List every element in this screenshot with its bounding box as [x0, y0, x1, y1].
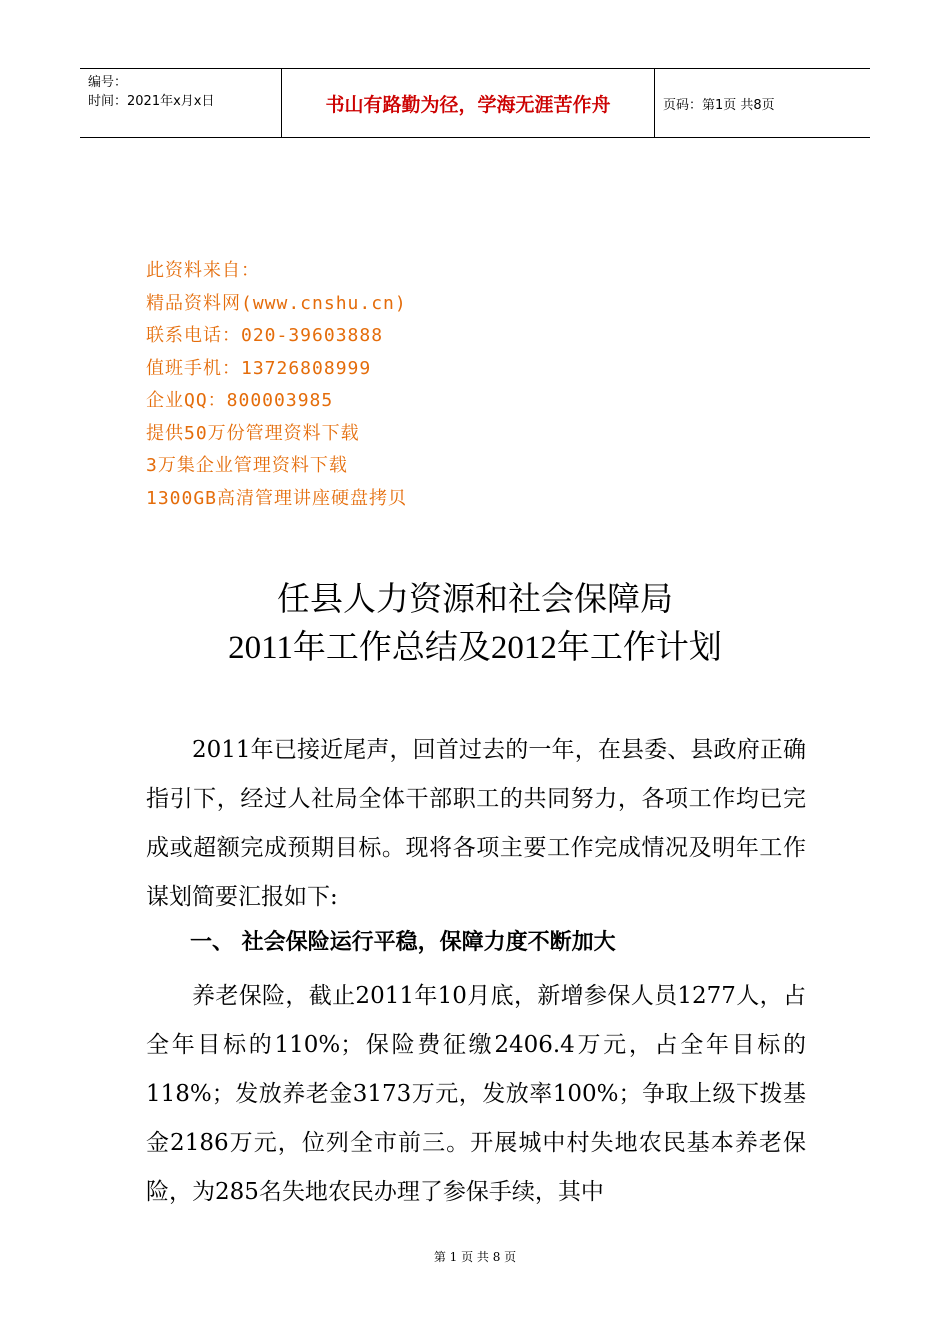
number-label: 编号： — [88, 75, 128, 90]
section-heading: 一、 社会保险运行平稳，保障力度不断加大 — [190, 930, 616, 955]
source-line: 1300GB高清管理讲座硬盘拷贝 — [146, 487, 408, 509]
header-motto: 书山有路勤为径，学海无涯苦作舟 — [282, 69, 655, 137]
source-line: 提供50万份管理资料下载 — [146, 422, 360, 444]
source-line: 企业QQ：800003985 — [146, 390, 334, 411]
source-line: 值班手机：13726808999 — [146, 357, 372, 379]
document-subtitle: 2011年工作总结及2012年工作计划 — [228, 630, 722, 666]
section-paragraph: 养老保险，截止2011年10月底，新增参保人员1277人，占全年目标的110%；保险费征缴2406.4万元，占全年目标的118%；发放养老金3173万元，发放率100%；争取上级下拨基金2186万元，位列全市前三。开展城中村失地农民基本养老保险，为285名失地农民办理了参保手续，其中 — [146, 983, 806, 1205]
header-meta — [80, 69, 282, 137]
page-header — [80, 68, 870, 138]
source-line: 联系电话：020-39603888 — [146, 325, 384, 346]
document-title: 任县人力资源和社会保障局 — [277, 582, 673, 618]
header-page-info: 页码：第1页 共8页 — [663, 97, 775, 113]
source-line: 精品资料网(www.cnshu.cn) — [146, 292, 407, 314]
time-label: 时间：2021年x月x日 — [88, 94, 215, 109]
source-info-block — [146, 255, 407, 515]
source-line: 此资料来自： — [146, 260, 260, 281]
page-footer: 第 1 页 共 8 页 — [433, 1250, 517, 1264]
intro-paragraph: 2011年已接近尾声，回首过去的一年，在县委、县政府正确指引下，经过人社局全体干部职工的共同努力，各项工作均已完成或超额完成预期目标。现将各项主要工作完成情况及明年工作谋划简要汇报如下: — [146, 737, 806, 910]
source-line: 3万集企业管理资料下载 — [146, 455, 348, 476]
